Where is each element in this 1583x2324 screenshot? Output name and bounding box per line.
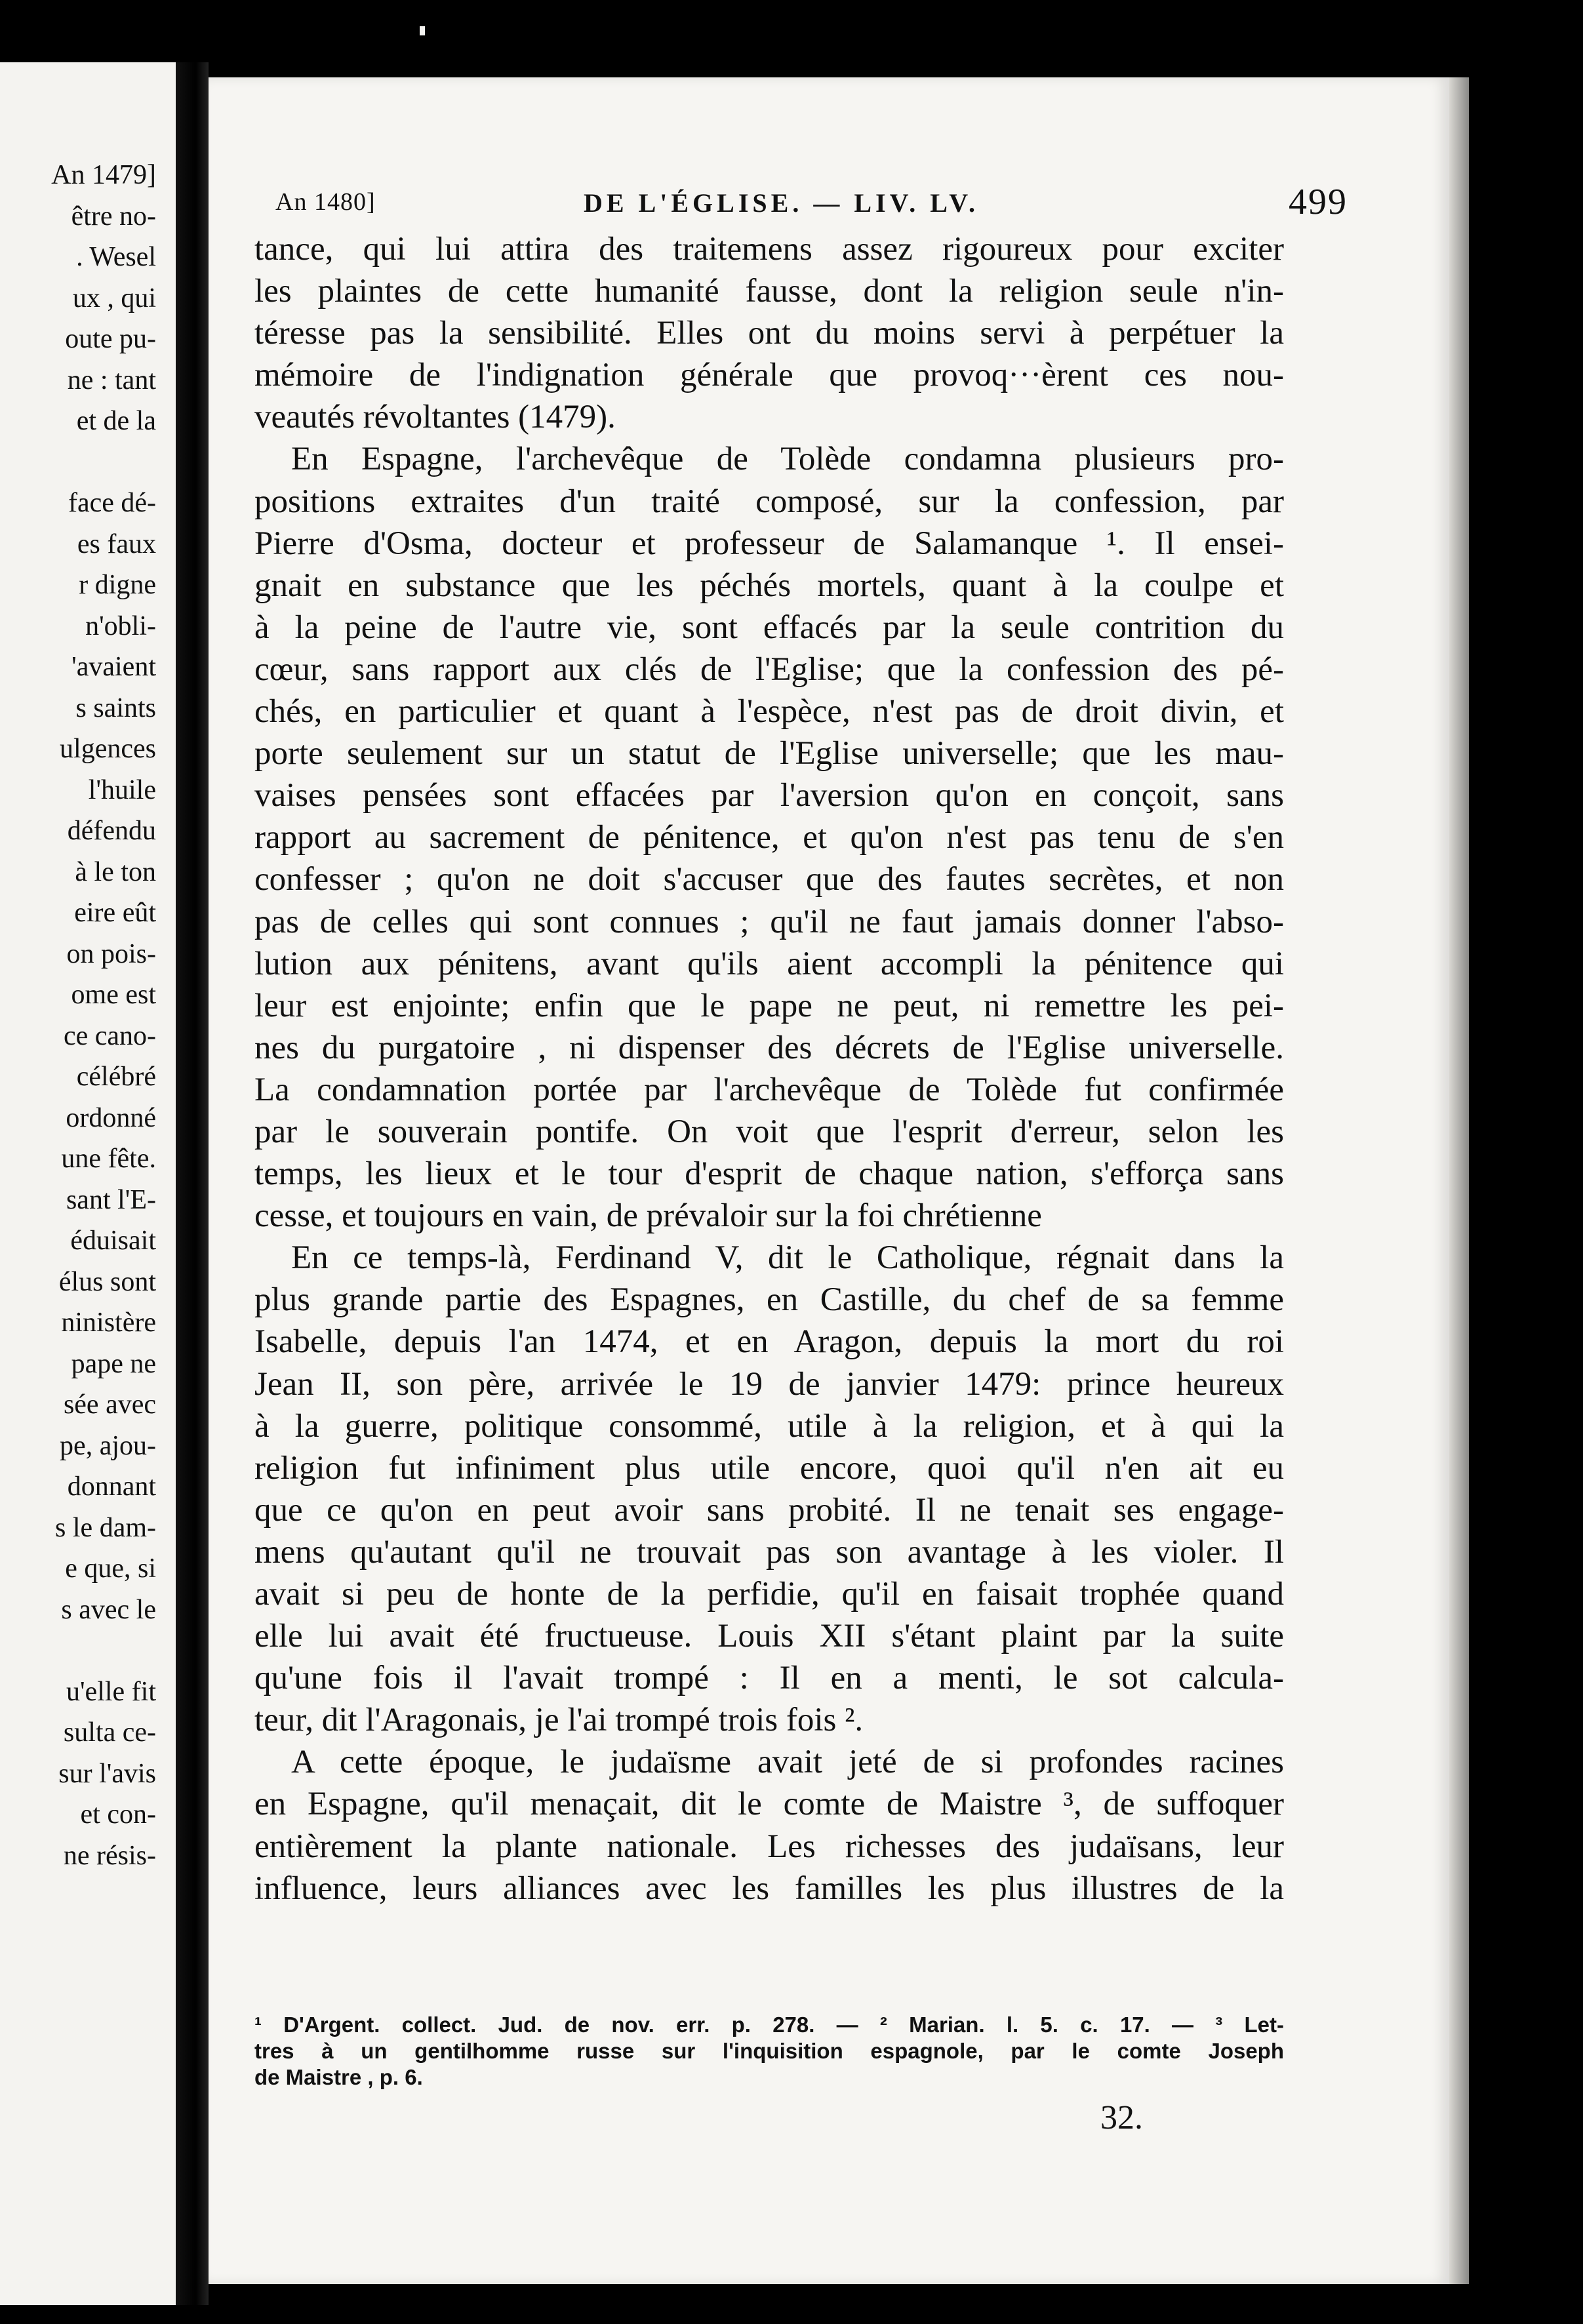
facing-page-line: et con-: [80, 1799, 156, 1830]
header-title: DE L'ÉGLISE. — LIV. LV.: [584, 188, 980, 218]
body-line: veautés révoltantes (1479).: [254, 399, 616, 436]
facing-page-line: u'elle fit: [66, 1676, 156, 1707]
body-line: En ce temps-là, Ferdinand V, dit le Catholique, régnait dans la: [291, 1239, 1284, 1277]
body-text: [254, 228, 1284, 1910]
body-line: en Espagne, qu'il menaçait, dit le comte de Maistre ³, de suffoquer: [254, 1786, 1284, 1823]
facing-page-line: sant l'E-: [66, 1184, 156, 1215]
facing-page-line: sée avec: [63, 1390, 156, 1420]
facing-page-line: défendu: [67, 816, 156, 846]
body-line: mens qu'autant qu'il ne trouvait pas son avantage à les violer. Il: [254, 1533, 1284, 1571]
facing-page-line: pape ne: [71, 1348, 156, 1379]
body-line: gnait en substance que les péchés mortels, quant à la coulpe et: [254, 567, 1284, 604]
body-line: par le souverain pontife. On voit que l'esprit d'erreur, selon les: [254, 1113, 1284, 1150]
body-line: temps, les lieux et le tour d'esprit de chaque nation, s'efforça sans: [254, 1155, 1284, 1193]
facing-page-line: une fête.: [61, 1144, 156, 1174]
page-edge: [1449, 77, 1469, 2284]
facing-page-line: s saints: [75, 692, 156, 723]
dust-speck: [420, 26, 425, 35]
body-line: positions extraites d'un traité composé, sur la confession, par: [254, 483, 1284, 520]
body-line: plus grande partie des Espagnes, en Castille, du chef de sa femme: [254, 1281, 1284, 1319]
body-line: entièrement la plante nationale. Les richesses des judaïsans, leur: [254, 1828, 1284, 1865]
facing-page-line: donnant: [67, 1472, 156, 1502]
facing-page-line: ne : tant: [67, 365, 156, 395]
facing-page-line: e que, si: [65, 1553, 156, 1584]
footnote-line: de Maistre , p. 6.: [254, 2065, 423, 2089]
footnotes: [254, 2012, 1284, 2091]
facing-page-line: ome est: [71, 980, 156, 1010]
body-line: pas de celles qui sont connues ; qu'il ne faut jamais donner l'abso-: [254, 903, 1284, 940]
body-line: rapport au sacrement de pénitence, et qu'on n'est pas tenu de s'en: [254, 819, 1284, 856]
body-line: nes du purgatoire , ni dispenser des décrets de l'Eglise universelle.: [254, 1029, 1284, 1066]
facing-page-line: on pois-: [66, 938, 156, 969]
body-line: En Espagne, l'archevêque de Tolède condamna plusieurs pro-: [291, 441, 1284, 478]
body-line: mémoire de l'indignation générale que provoq···èrent ces nou-: [254, 357, 1284, 394]
facing-page-line: ordonné: [66, 1102, 156, 1133]
body-line: La condamnation portée par l'archevêque de Tolède fut confirmée: [254, 1071, 1284, 1108]
body-line: Pierre d'Osma, docteur et professeur de Salamanque ¹. Il ensei-: [254, 525, 1284, 562]
body-line: les plaintes de cette humanité fausse, dont la religion seule n'in-: [254, 273, 1284, 310]
facing-page-line: sur l'avis: [58, 1758, 156, 1789]
body-line: cœur, sans rapport aux clés de l'Eglise; que la confession des pé-: [254, 651, 1284, 688]
facing-page-line: oute pu-: [65, 324, 156, 354]
body-line: qu'une fois il l'avait trompé : Il en a menti, le sot calcula-: [254, 1660, 1284, 1697]
book-gutter: [176, 62, 209, 2305]
body-line: lution aux pénitens, avant qu'ils aient accompli la pénitence qui: [254, 945, 1284, 982]
body-line: porte seulement sur un statut de l'Eglise universelle; que les mau-: [254, 735, 1284, 772]
body-line: Isabelle, depuis l'an 1474, et en Aragon, depuis la mort du roi: [254, 1323, 1284, 1361]
facing-page-line: r digne: [79, 570, 156, 600]
facing-page-line: pe, ajou-: [60, 1430, 156, 1461]
facing-page-line: éduisait: [70, 1226, 156, 1256]
facing-page-line: s avec le: [61, 1594, 156, 1625]
body-line: téresse pas la sensibilité. Elles ont du moins servi à perpétuer la: [254, 315, 1284, 352]
footnote-line: tres à un gentilhomme russe sur l'inquisition espagnole, par le comte Joseph: [254, 2039, 1284, 2063]
body-line: Jean II, son père, arrivée le 19 de janvier 1479: prince heureux: [254, 1365, 1284, 1403]
facing-page-line: ne résis-: [63, 1840, 156, 1871]
body-line: chés, en particulier et quant à l'espèce, n'est pas de droit divin, et: [254, 693, 1284, 731]
facing-page-line: élus sont: [58, 1266, 156, 1297]
facing-page-line: à le ton: [75, 856, 156, 887]
book-page: [209, 77, 1449, 2284]
facing-page-line: et de la: [76, 406, 156, 436]
facing-page-line: 'avaient: [71, 652, 156, 682]
facing-page-line: être no-: [71, 201, 156, 231]
facing-page-fragment: [0, 62, 176, 2305]
facing-page-line: ce cano-: [63, 1020, 156, 1051]
facing-page-line: s le dam-: [55, 1512, 156, 1543]
body-line: cesse, et toujours en vain, de prévaloir sur la foi chrétienne: [254, 1197, 1042, 1235]
body-line: teur, dit l'Aragonais, je l'ai trompé trois fois ².: [254, 1702, 864, 1739]
facing-page-line: ulgences: [60, 734, 156, 764]
header-year: An 1480]: [275, 188, 376, 216]
body-line: religion fut infiniment plus utile encore, quoi qu'il n'en ait eu: [254, 1449, 1284, 1487]
facing-page-line: es faux: [77, 529, 156, 559]
running-header: [275, 181, 1348, 227]
body-line: elle lui avait été fructueuse. Louis XII s'étant plaint par la suite: [254, 1618, 1284, 1655]
facing-page-line: face dé-: [68, 488, 156, 518]
facing-page-line: sulta ce-: [63, 1717, 156, 1748]
facing-page-line: . Wesel: [76, 242, 156, 272]
body-line: à la peine de l'autre vie, sont effacés par la seule contrition du: [254, 609, 1284, 646]
body-line: A cette époque, le judaïsme avait jeté de si profondes racines: [291, 1744, 1284, 1781]
facing-page-line: l'huile: [88, 774, 156, 805]
body-line: confesser ; qu'on ne doit s'accuser que des fautes secrètes, et non: [254, 861, 1284, 898]
facing-page-line: n'obli-: [85, 611, 156, 641]
facing-page-line: ninistère: [61, 1308, 156, 1338]
body-line: influence, leurs alliances avec les familles les plus illustres de la: [254, 1870, 1284, 1907]
page-number: 499: [1289, 182, 1348, 222]
body-line: leur est enjointe; enfin que le pape ne peut, ni remettre les pei-: [254, 987, 1284, 1024]
facing-page-line: célébré: [76, 1062, 156, 1092]
footnote-line: ¹ D'Argent. collect. Jud. de nov. err. p. 278. — ² Marian. l. 5. c. 17. — ³ Let-: [254, 2013, 1284, 2037]
facing-page-line: eire eût: [74, 898, 156, 928]
body-line: tance, qui lui attira des traitemens assez rigoureux pour exciter: [254, 231, 1284, 268]
facing-page-line: An 1479]: [51, 160, 156, 190]
facing-page-line: ux , qui: [72, 283, 156, 313]
signature-mark: 32.: [1100, 2099, 1143, 2136]
body-line: à la guerre, politique consommé, utile à la religion, et à qui la: [254, 1407, 1284, 1445]
body-line: vaises pensées sont effacées par l'aversion qu'on en conçoit, sans: [254, 777, 1284, 814]
body-line: avait si peu de honte de la perfidie, qu'il en faisait trophée quand: [254, 1576, 1284, 1613]
body-line: que ce qu'on en peut avoir sans probité. Il ne tenait ses engage-: [254, 1491, 1284, 1529]
